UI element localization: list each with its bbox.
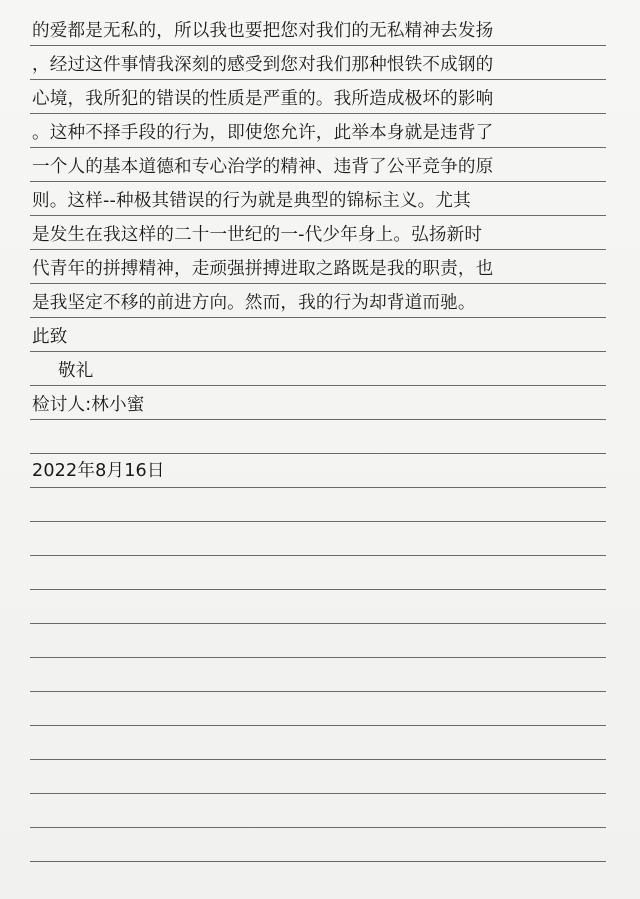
ruled-line — [30, 623, 606, 624]
body-line: 是我坚定不移的前进方向。然而，我的行为却背道而驰。 — [32, 293, 476, 313]
date-text: 2022年8月16日 — [32, 461, 165, 481]
ruled-line — [30, 351, 606, 352]
ruled-line — [30, 45, 606, 46]
signature-text: 检讨人:林小蜜 — [32, 395, 145, 415]
ruled-line — [30, 657, 606, 658]
body-line: 。这种不择手段的行为，即使您允许，此举本身就是违背了 — [32, 123, 494, 143]
ruled-line — [30, 555, 606, 556]
ruled-line — [30, 317, 606, 318]
ruled-line — [30, 385, 606, 386]
body-line: ，经过这件事情我深刻的感受到您对我们那种恨铁不成钢的 — [32, 55, 494, 75]
ruled-line — [30, 215, 606, 216]
ruled-line — [30, 827, 606, 828]
ruled-line — [30, 79, 606, 80]
ruled-line — [30, 861, 606, 862]
body-line: 则。这样--种极其错误的行为就是典型的锦标主义。尤其 — [32, 191, 471, 211]
ruled-line — [30, 453, 606, 454]
ruled-line — [30, 521, 606, 522]
ruled-line — [30, 147, 606, 148]
ruled-line — [30, 589, 606, 590]
body-line: 心境，我所犯的错误的性质是严重的。我所造成极坏的影响 — [32, 89, 494, 109]
ruled-line — [30, 725, 606, 726]
body-line: 是发生在我这样的二十一世纪的一-代少年身上。弘扬新时 — [32, 225, 483, 245]
ruled-line — [30, 691, 606, 692]
closing-text: 此致 — [32, 327, 68, 347]
body-line: 一个人的基本道德和专心治学的精神、违背了公平竞争的原 — [32, 157, 494, 177]
ruled-line — [30, 759, 606, 760]
salutation-text: 敬礼 — [58, 361, 94, 381]
body-line: 代青年的拼搏精神，走顽强拼搏进取之路既是我的职责，也 — [32, 259, 494, 279]
ruled-line — [30, 283, 606, 284]
ruled-line — [30, 249, 606, 250]
ruled-line — [30, 181, 606, 182]
body-line: 的爱都是无私的，所以我也要把您对我们的无私精神去发扬 — [32, 21, 494, 41]
ruled-line — [30, 793, 606, 794]
ruled-line — [30, 113, 606, 114]
ruled-line — [30, 419, 606, 420]
ruled-line — [30, 487, 606, 488]
